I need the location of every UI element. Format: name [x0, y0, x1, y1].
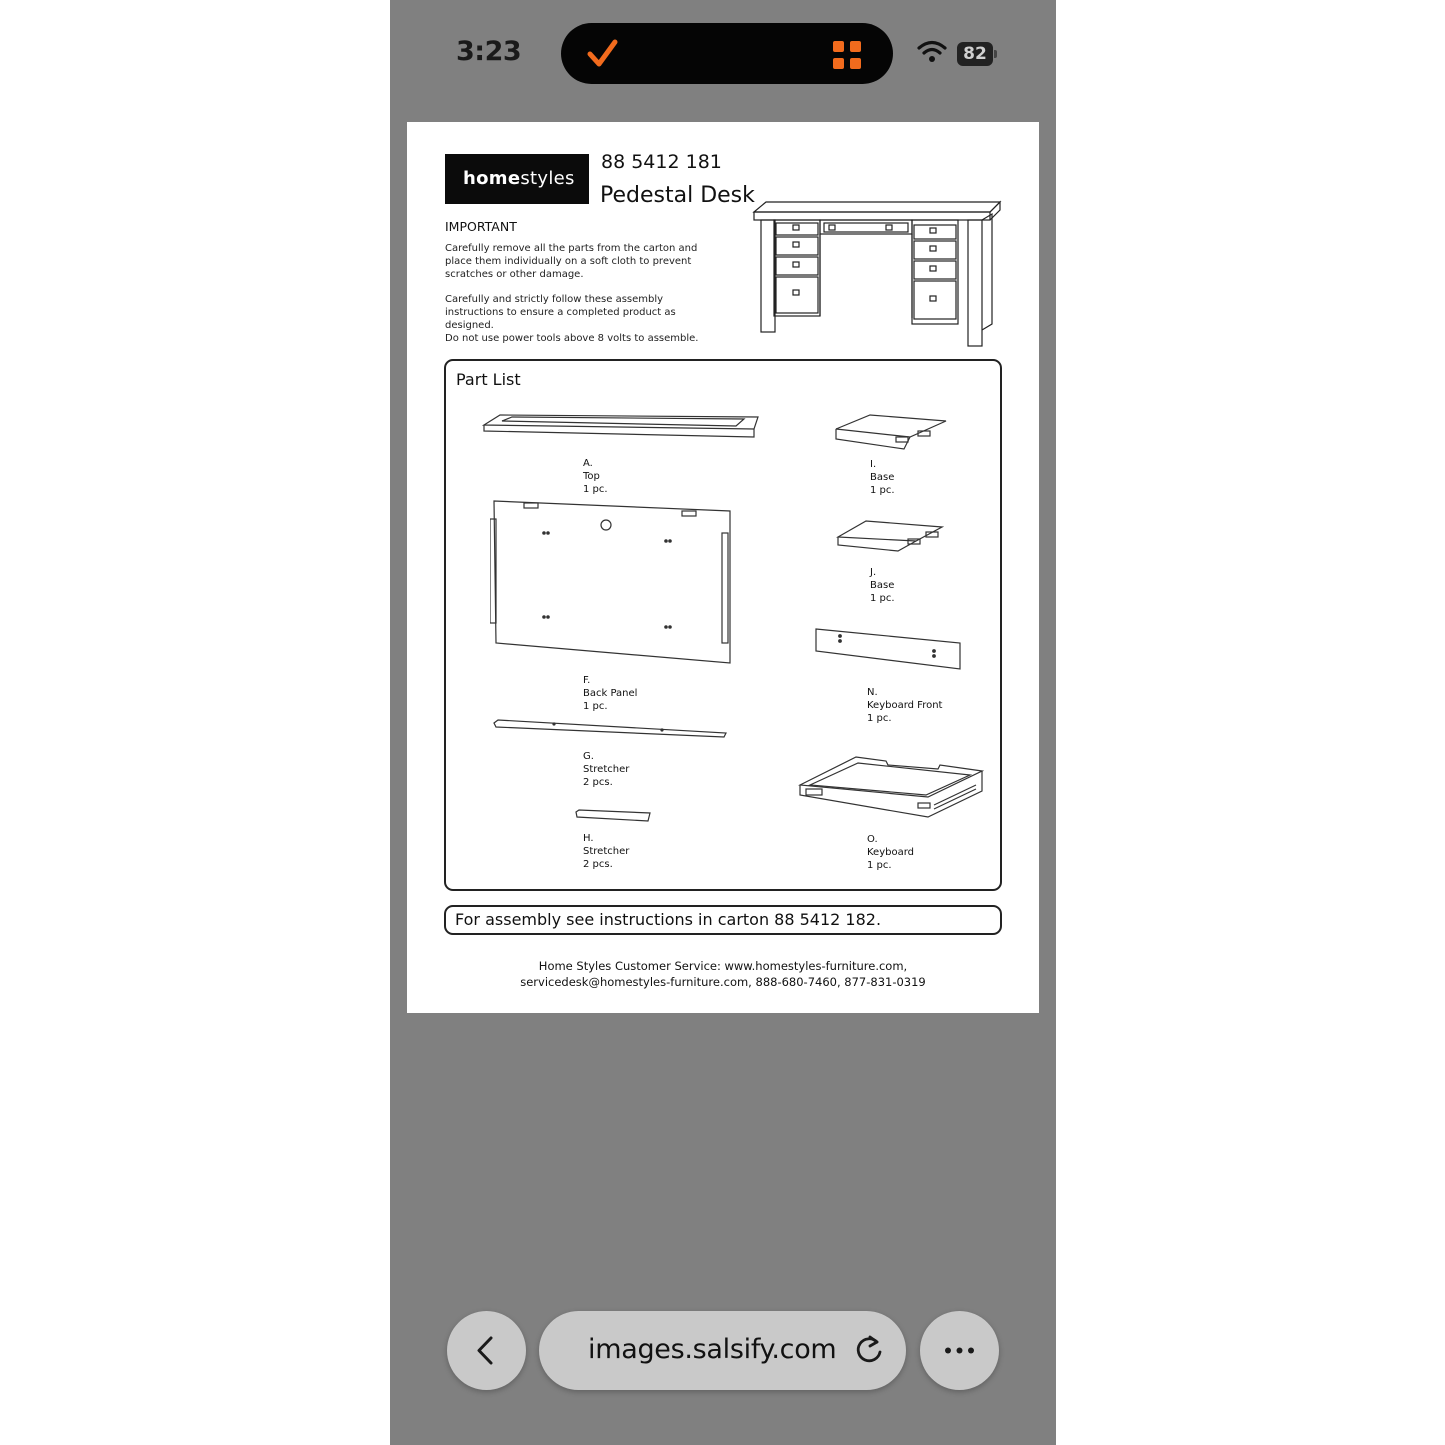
product-name: Pedestal Desk [600, 183, 755, 208]
part-h-illustration [574, 809, 652, 825]
more-icon [942, 1333, 977, 1368]
note-3: Do not use power tools above 8 volts to assemble. [445, 333, 699, 344]
part-list-title: Part List [456, 370, 521, 389]
part-o-label: O. Keyboard 1 pc. [867, 834, 915, 871]
part-a-label: A. Top 1 pc. [583, 458, 608, 495]
part-a-illustration [482, 413, 760, 441]
status-time: 3:23 [456, 36, 522, 67]
note-1: Carefully remove all the parts from the carton and place them individually on a soft cloth to prevent scratches or other damage. [445, 243, 698, 280]
desk-illustration [752, 200, 1004, 350]
customer-service-footer: Home Styles Customer Service: www.homestyles-furniture.com, servicedesk@homestyles-furniture.com, 888-680-7460, 877-831-0319 [520, 959, 926, 989]
part-g-label: G. Stretcher 2 pcs. [583, 751, 630, 788]
wifi-icon [917, 40, 947, 64]
part-i-label: I. Base 1 pc. [870, 459, 895, 496]
part-j-illustration [836, 519, 944, 555]
part-i-illustration [834, 413, 948, 453]
address-text: images.salsify.com [588, 1334, 837, 1365]
part-h-label: H. Stretcher 2 pcs. [583, 833, 630, 870]
assembly-note: For assembly see instructions in carton 88 5412 182. [444, 905, 1002, 935]
address-bar[interactable] [539, 1311, 906, 1390]
instruction-sheet [407, 122, 1039, 1013]
note-2: Carefully and strictly follow these assembly instructions to ensure a completed product as designed. [445, 294, 676, 331]
back-button[interactable] [447, 1311, 526, 1390]
part-n-label: N. Keyboard Front 1 pc. [867, 687, 943, 724]
reload-icon[interactable] [855, 1335, 885, 1365]
more-button[interactable] [920, 1311, 999, 1390]
phone-screen [390, 0, 1056, 1445]
part-list [444, 359, 1002, 891]
part-f-label: F. Back Panel 1 pc. [583, 675, 638, 712]
chevron-left-icon [469, 1333, 504, 1368]
important-heading: IMPORTANT [445, 219, 517, 234]
grid-icon [831, 39, 863, 71]
part-g-illustration [492, 719, 728, 739]
battery-indicator [957, 42, 999, 66]
product-code: 88 5412 181 [601, 151, 722, 173]
part-f-illustration [490, 499, 732, 665]
checkmark-icon [585, 37, 619, 71]
part-n-illustration [814, 627, 964, 673]
battery-level: 82 [957, 42, 993, 66]
part-j-label: J. Base 1 pc. [870, 567, 895, 604]
brand-logo: homestyles [445, 154, 589, 204]
part-o-illustration [798, 755, 984, 821]
dynamic-island[interactable] [561, 23, 893, 84]
